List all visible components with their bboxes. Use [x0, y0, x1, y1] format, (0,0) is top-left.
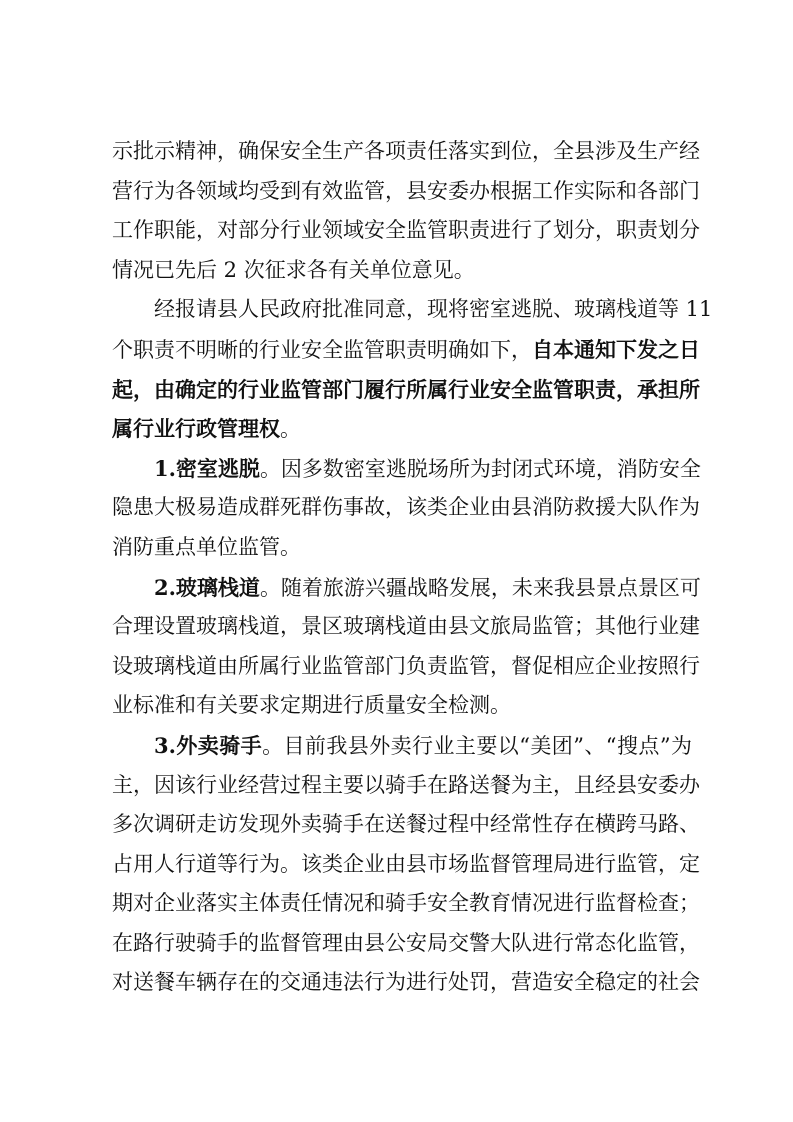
text-line: 个职责不明晰的行业安全监管职责明确如下，自本通知下发之日 [112, 336, 700, 362]
emphasis-text: 自本通知下发之日 [532, 336, 700, 362]
text-line: 设玻璃栈道由所属行业监管部门负责监管，督促相应企业按照行 [112, 653, 700, 678]
paragraph-continuation [112, 132, 700, 290]
text-line: 3.外卖骑手。目前我县外卖行业主要以“美团”、“搜点”为 [154, 732, 692, 758]
text-line: 经报请县人民政府批准同意，现将密室逃脱、玻璃栈道等 11 [154, 297, 713, 322]
paragraph-item-delivery-rider [112, 726, 700, 1003]
text-line: 合理设置玻璃栈道，景区玻璃栈道由县文旅局监管；其他行业建 [112, 614, 700, 639]
item-heading: 1.密室逃脱 [154, 455, 260, 481]
text-line: 消防重点单位监管。 [112, 534, 301, 559]
text-line: 期对企业落实主体责任情况和骑手安全教育情况进行监督检查； [112, 891, 700, 916]
text-line: 业标准和有关要求定期进行质量安全检测。 [112, 693, 511, 718]
paragraph-approval [112, 290, 713, 448]
text-line: 营行为各领域均受到有效监管，县安委办根据工作实际和各部门 [112, 178, 700, 203]
text-line: 2.玻璃栈道。随着旅游兴疆战略发展，未来我县景点景区可 [154, 574, 701, 600]
document-page [112, 132, 713, 1003]
text-line: 情况已先后 2 次征求各有关单位意见。 [112, 257, 475, 282]
text-line [112, 370, 700, 410]
text-line: 占用人行道等行为。该类企业由县市场监督管理局进行监管，定 [112, 851, 700, 876]
emphasis-text: 起，由确定的行业监管部门履行所属行业安全监管职责，承担所 [112, 376, 700, 402]
text-line: 在路行驶骑手的监督管理由县公安局交警大队进行常态化监管， [112, 930, 700, 955]
text-line: 对送餐车辆存在的交通违法行为进行处罚，营造安全稳定的社会 [112, 970, 700, 995]
text-line: 工作职能，对部分行业领域安全监管职责进行了划分，职责划分 [112, 218, 700, 243]
item-heading: 3.外卖骑手 [154, 732, 263, 758]
text-line: 主，因该行业经营过程主要以骑手在路送餐为主，且经县安委办 [112, 772, 700, 797]
text-line: 1.密室逃脱。因多数密室逃脱场所为封闭式环境，消防安全 [154, 455, 701, 481]
text-line: 多次调研走访发现外卖骑手在送餐过程中经常性存在横跨马路、 [112, 812, 700, 837]
text-line: 隐患大极易造成群死群伤事故，该类企业由县消防救援大队作为 [112, 495, 700, 520]
item-heading: 2.玻璃栈道 [154, 574, 260, 600]
paragraph-item-glass-walkway [112, 568, 701, 726]
emphasis-text: 属行业行政管理权 [112, 416, 280, 442]
text-line: 属行业行政管理权。 [112, 416, 301, 442]
text-line: 示批示精神，确保安全生产各项责任落实到位，全县涉及生产经 [112, 139, 700, 163]
paragraph-item-escape-room [112, 449, 701, 568]
